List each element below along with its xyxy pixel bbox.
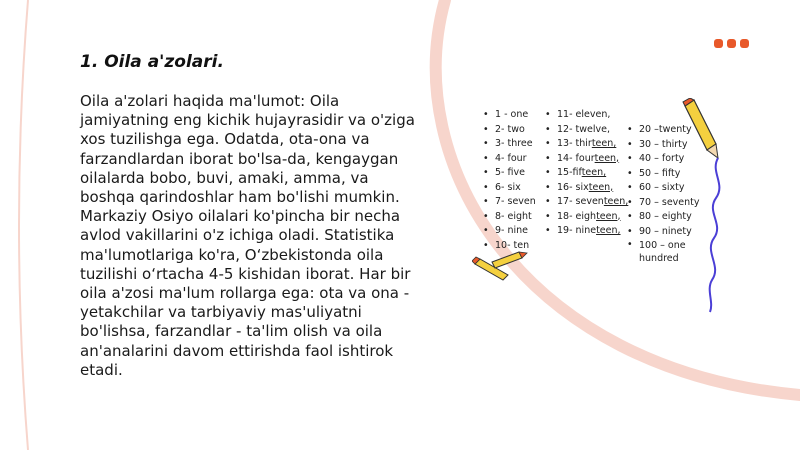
- yellow-pencil-icon: [682, 98, 732, 318]
- list-item: [545, 108, 628, 123]
- number-stem: 11- eleven,: [557, 109, 611, 120]
- list-item: • 40 – forty: [627, 152, 709, 167]
- list-item: [545, 137, 628, 152]
- list-item: [545, 152, 628, 167]
- list-item: • 5- five: [483, 166, 536, 181]
- number-stem: 14- four: [557, 152, 595, 164]
- pencil-body: [683, 98, 718, 158]
- list-item: • 6- six: [483, 181, 536, 196]
- number-stem: 16- six: [557, 181, 589, 193]
- list-item: • 100 – one hundred: [627, 239, 709, 265]
- list-item: • 60 – sixty: [627, 181, 709, 196]
- list-item: • 9- nine: [483, 224, 536, 239]
- slide-title: 1. Oila a'zolari.: [80, 52, 224, 72]
- list-item: • 1 - one: [483, 108, 536, 123]
- left-arc: [19, 0, 28, 450]
- teen-suffix: teen,: [596, 210, 621, 222]
- number-stem: 12- twelve,: [557, 123, 611, 135]
- dot: [714, 39, 723, 48]
- list-item: • 4- four: [483, 152, 536, 167]
- list-item: • 30 – thirty: [627, 138, 709, 153]
- list-item: • 50 – fifty: [627, 167, 709, 182]
- list-item: • 80 – eighty: [627, 210, 709, 225]
- teen-suffix: teen,: [581, 167, 607, 178]
- teen-suffix: teen,: [603, 196, 629, 207]
- list-item: • 10- ten: [483, 239, 536, 254]
- teen-suffix: teen,: [588, 181, 614, 193]
- number-stem: 19- nine: [557, 225, 597, 236]
- list-item: • 90 – ninety: [627, 225, 709, 240]
- teen-suffix: teen,: [591, 138, 617, 149]
- list-item: • 2- two: [483, 123, 536, 138]
- list-item: [545, 181, 628, 196]
- number-stem: 17- seven: [557, 196, 604, 207]
- body-paragraph: Oila a'zolari haqida ma'lumot: Oila jamiyatning eng kichik hujayrasidir va o'ziga xos tuzilishga ega. Odatda, ota-ona va farzandlardan iborat bo'lsa-da, kengaygan oilalarda bobo, buvi, amaki, amma, va boshqa qarindoshlar ham bo'lishi mumkin. Markaziy Osiyo oilalari ko'pincha bir necha avlod vakillarini o'z ichiga oladi. Statistika ma'lumotlariga ko'ra, O‘zbekistonda oila tuzilishi o‘rtacha 4-5 kishidan iborat. Har bir oila a'zosi ma'lum rollarga ega: ota va ona - yetakchilar va tarbiyaviy mas'uliyatni bo'lishsa, farzandlar - ta'lim olish va oila an'analarini davom ettirishda faol ishtirok etadi.: [80, 92, 415, 379]
- list-item: • 8- eight: [483, 210, 536, 225]
- list-item: • 70 – seventy: [627, 196, 709, 211]
- dot: [740, 39, 749, 48]
- number-stem: 13- thir: [557, 138, 592, 149]
- list-item: [545, 195, 628, 210]
- dot: [727, 39, 736, 48]
- list-item: • 3- three: [483, 137, 536, 152]
- decorative-dots: [714, 39, 749, 48]
- list-item: [545, 210, 628, 225]
- teen-suffix: teen,: [596, 225, 621, 236]
- pencil-right: [492, 252, 527, 268]
- teen-suffix: teen,: [594, 152, 620, 164]
- list-item: [545, 224, 628, 239]
- list-item: • 7- seven: [483, 195, 536, 210]
- numbers-column-2: [545, 108, 628, 239]
- number-stem: 15-fif: [557, 167, 582, 178]
- numbers-column-1: [483, 108, 536, 253]
- crossed-pencils-icon: [472, 248, 528, 284]
- squiggle-line-icon: [710, 158, 720, 312]
- list-item: [545, 123, 628, 138]
- number-stem: 18- eigh: [557, 210, 597, 222]
- list-item: [545, 166, 628, 181]
- list-item: • 20 –twenty: [627, 123, 709, 138]
